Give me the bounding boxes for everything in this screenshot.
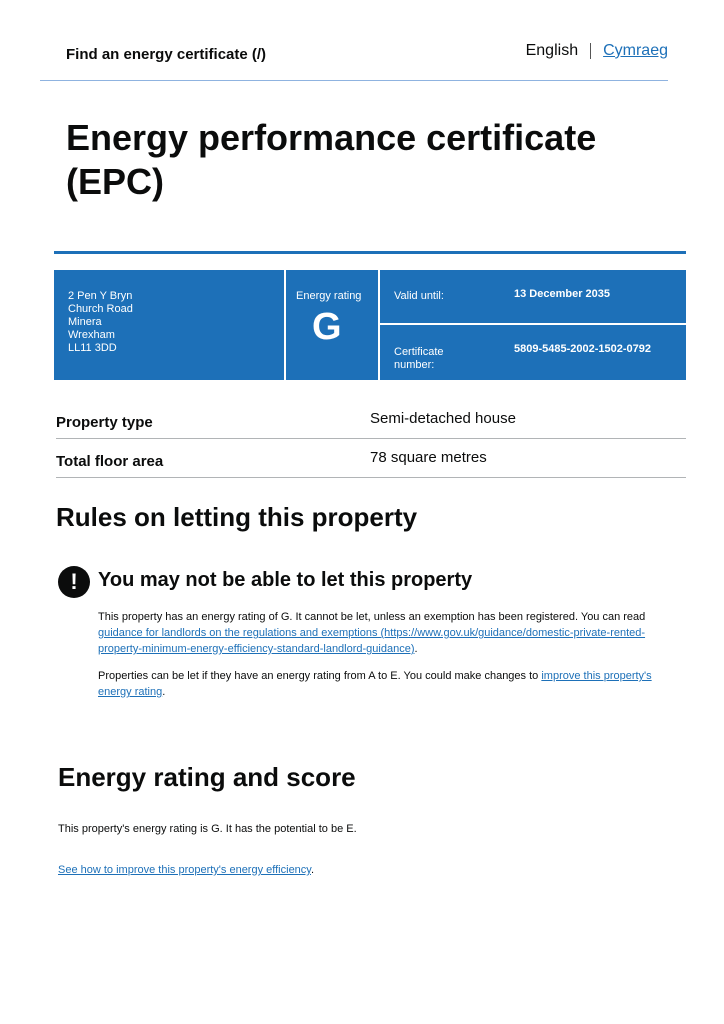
page-title: Energy performance certificate (EPC) [66,117,597,202]
title-divider [54,251,686,254]
address-line: LL11 3DD [68,342,117,354]
address-line: Minera [68,316,102,328]
letting-paragraph-2 [98,668,668,700]
lang-separator [590,43,591,59]
letting-text-1: This property has an energy rating of G. It cannot be let, unless an exemption has been registered. You can read [98,611,646,623]
valid-until-label: Valid until: [394,290,444,302]
address-line: Wrexham [68,329,115,341]
letting-text-2: Properties can be let if they have an energy rating from A to E. You could make changes to [98,670,542,682]
certificate-number-label: Certificate number: [394,346,444,371]
improve-efficiency-end: . [310,864,315,876]
letting-text-1-end: . [414,643,418,655]
floor-area-value: 78 square metres [370,449,487,466]
letting-paragraph-1 [98,609,668,657]
site-header [40,34,668,81]
certificate-number-value: 5809-5485-2002-1502-0792 [514,343,652,355]
address-line: Church Road [68,303,133,315]
lang-welsh-link[interactable]: Cymraeg [603,42,668,59]
panel-divider [284,270,286,380]
property-type-value: Semi-detached house [370,410,516,427]
floor-area-row [56,439,686,478]
improve-efficiency-paragraph [58,862,658,878]
energy-rating-label: Energy rating [296,290,362,302]
property-type-label: Property type [56,414,153,431]
energy-rating-text: This property's energy rating is G. It has the potential to be E. [58,823,357,835]
landlord-guidance-link[interactable]: guidance for landlords on the regulations and exemptions (https://www.gov.uk/guidance/domestic-private-rented-property-minimum-energy-efficiency-standard-landlord-guidance) [98,627,646,655]
letting-text-2-end: . [162,686,166,698]
valid-until-value: 13 December 2035 [514,288,611,300]
panel-divider [378,270,380,380]
warning-title: You may not be able to let this property [98,569,473,591]
floor-area-label: Total floor area [56,453,164,470]
lang-current: English [525,42,579,59]
panel-divider [380,323,686,325]
property-type-row [56,400,686,439]
address-line: 2 Pen Y Bryn [68,290,133,302]
energy-rating-value: G [312,306,342,348]
energy-rating-heading: Energy rating and score [58,762,356,792]
warning-icon: ! [58,566,90,598]
improve-rating-link[interactable]: improve this property's energy rating [98,670,652,698]
property-address [68,290,133,355]
epc-summary-panel [54,270,686,380]
service-name-link[interactable]: Find an energy certificate (/) [66,46,267,63]
language-switcher [526,42,668,60]
letting-heading: Rules on letting this property [56,502,418,532]
improve-efficiency-link[interactable]: See how to improve this property's energy efficiency [58,864,311,876]
